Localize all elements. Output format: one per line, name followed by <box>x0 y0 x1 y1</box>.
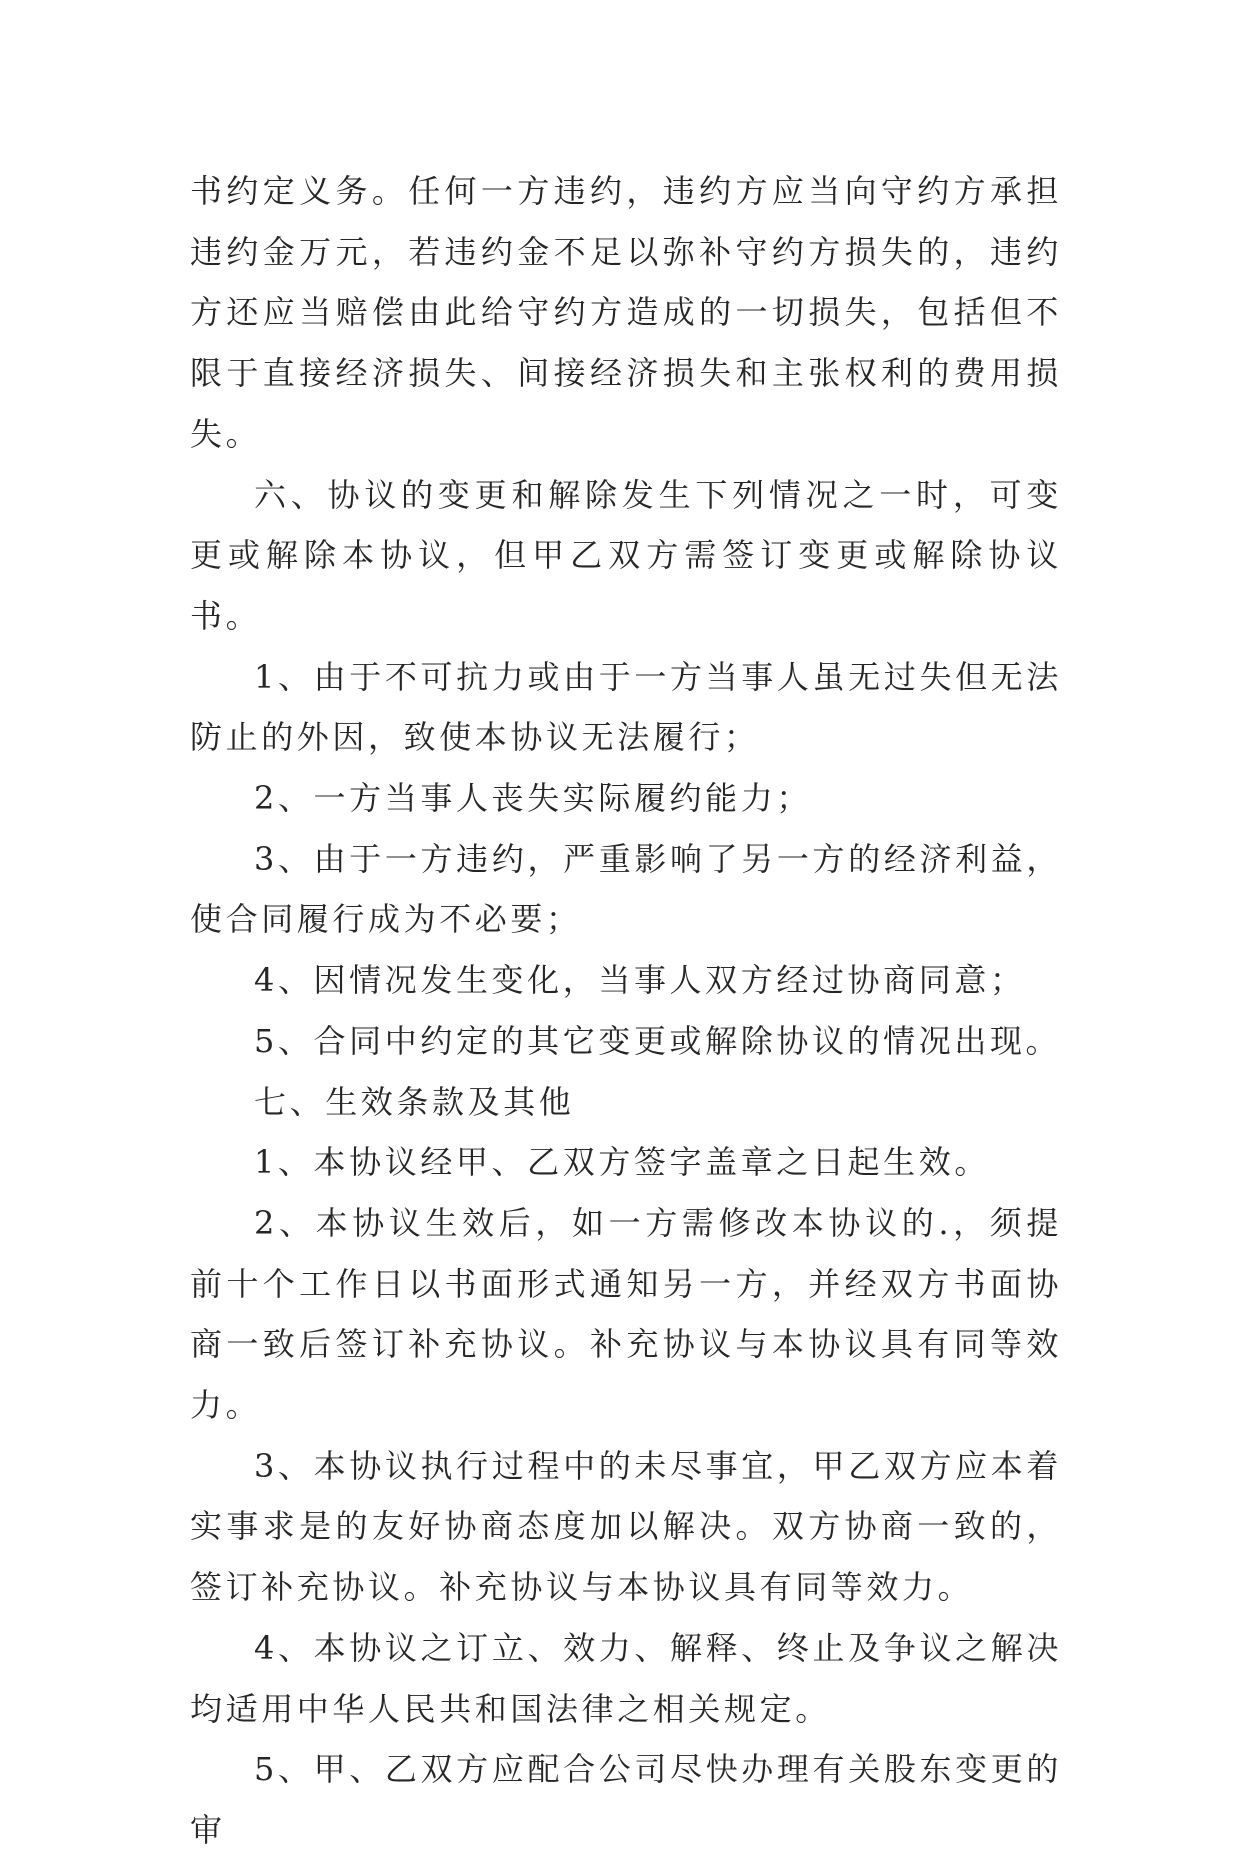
list-item: 4、本协议之订立、效力、解释、终止及争议之解决均适用中华人民共和国法律之相关规定。 <box>190 1628 1062 1728</box>
list-item: 5、合同中约定的其它变更或解除协议的情况出现。 <box>254 1021 1062 1060</box>
section-six-heading: 六、协议的变更和解除发生下列情况之一时，可变更或解除本协议，但甲乙双方需签订变更或解除协议书。 <box>190 475 1062 635</box>
list-item: 3、本协议执行过程中的未尽事宜，甲乙双方应本着实事求是的友好协商态度加以解决。双方协商一致的，签订补充协议。补充协议与本协议具有同等效力。 <box>190 1446 1062 1607</box>
list-item: 2、本协议生效后，如一方需修改本协议的.，须提前十个工作日以书面形式通知另一方，并经双方书面协商一致后签订补充协议。补充协议与本协议具有同等效力。 <box>190 1203 1062 1425</box>
list-item: 1、由于不可抗力或由于一方当事人虽无过失但无法防止的外因，致使本协议无法履行； <box>190 657 1062 757</box>
list-item: 3、由于一方违约，严重影响了另一方的经济利益，使合同履行成为不必要； <box>190 839 1062 939</box>
document-body <box>190 161 1062 1861</box>
section-seven-heading: 七、生效条款及其他 <box>254 1082 575 1121</box>
list-item: 5、甲、乙双方应配合公司尽快办理有关股东变更的审 <box>190 1750 1062 1849</box>
paragraph-breach-liability: 书约定义务。任何一方违约，违约方应当向守约方承担违约金万元，若违约金不足以弥补守约方损失的，违约方还应当赔偿由此给守约方造成的一切损失，包括但不限于直接经济损失、间接经济损失和主张权利的费用损失。 <box>190 172 1062 453</box>
list-item: 4、因情况发生变化，当事人双方经过协商同意； <box>254 961 1026 1000</box>
list-item: 2、一方当事人丧失实际履约能力； <box>254 779 812 818</box>
list-item: 1、本协议经甲、乙双方签字盖章之日起生效。 <box>254 1143 990 1182</box>
